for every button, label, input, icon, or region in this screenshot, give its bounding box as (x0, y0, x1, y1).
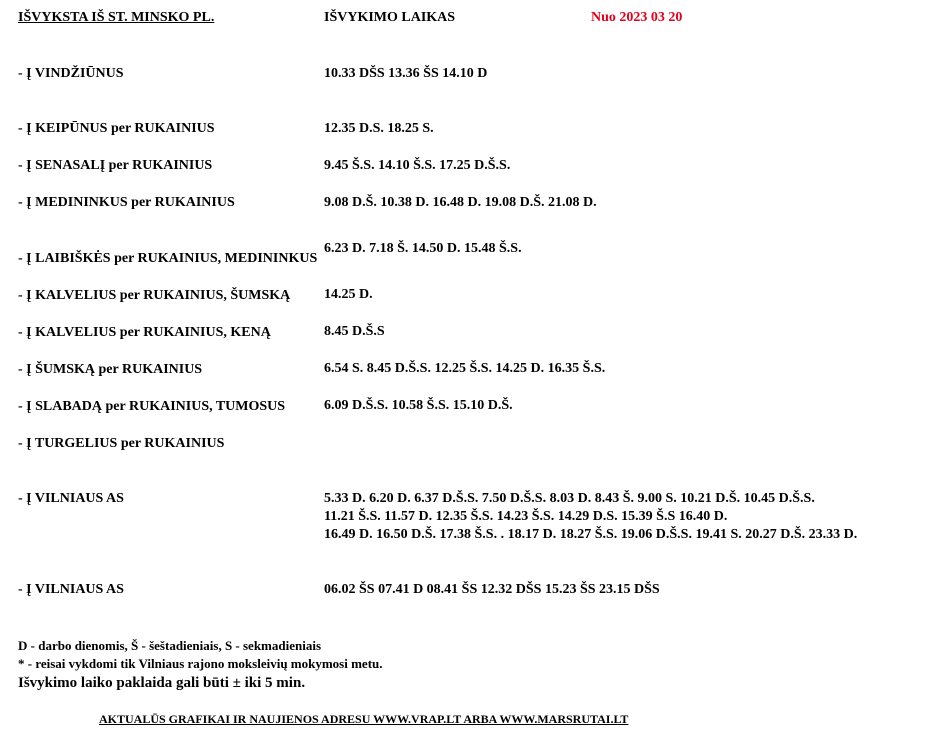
route-destination: - Į KALVELIUS per RUKAINIUS, KENĄ (18, 325, 271, 340)
route-times: 5.33 D. 6.20 D. 6.37 D.Š.S. 7.50 D.Š.S. 8.03 D. 8.43 Š. 9.00 S. 10.21 D.Š. 10.45 D.Š.S. (324, 491, 815, 506)
route-destination: - Į KALVELIUS per RUKAINIUS, ŠUMSKĄ (18, 288, 291, 303)
route-destination: - Į SLABADĄ per RUKAINIUS, TUMOSUS (18, 399, 286, 414)
legend-school-note: * - reisai vykdomi tik Vilniaus rajono moksleivių mokymosi metu. (18, 656, 383, 671)
route-destination: - Į SENASALĮ per RUKAINIUS (18, 158, 213, 173)
legend-days: D - darbo dienomis, Š - šeštadieniais, S - sekmadieniais (18, 638, 322, 653)
departure-heading: IŠVYKSTA IŠ ST. MINSKO PL. (18, 10, 215, 25)
route-destination: - Į MEDININKUS per RUKAINIUS (18, 195, 235, 210)
route-destination: - Į KEIPŪNUS per RUKAINIUS (18, 121, 215, 136)
legend-tolerance: Išvykimo laiko paklaida gali būti ± iki 5 min. (18, 675, 306, 691)
route-times: 16.49 D. 16.50 D.Š. 17.38 Š.S. . 18.17 D. 18.27 Š.S. 19.06 D.Š.S. 19.41 S. 20.27 D.Š. 23.33 D. (324, 527, 858, 542)
route-times: 6.23 D. 7.18 Š. 14.50 D. 15.48 Š.S. (324, 241, 522, 256)
valid-from-date: Nuo 2023 03 20 (591, 10, 683, 25)
route-times: 9.08 D.Š. 10.38 D. 16.48 D. 19.08 D.Š. 21.08 D. (324, 195, 597, 210)
route-times: 14.25 D. (324, 287, 373, 302)
route-times: 10.33 DŠS 13.36 ŠS 14.10 D (324, 66, 488, 81)
departure-time-heading: IŠVYKIMO LAIKAS (324, 10, 456, 25)
route-times: 9.45 Š.S. 14.10 Š.S. 17.25 D.Š.S. (324, 158, 511, 173)
route-times: 11.21 Š.S. 11.57 D. 12.35 Š.S. 14.23 Š.S. 14.29 D.S. 15.39 Š.S 16.40 D. (324, 509, 728, 524)
route-destination: - Į LAIBIŠKĖS per RUKAINIUS, MEDININKUS (18, 251, 318, 266)
route-times: 6.09 D.Š.S. 10.58 Š.S. 15.10 D.Š. (324, 398, 513, 413)
footer-website-note: AKTUALŪS GRAFIKAI IR NAUJIENOS ADRESU WWW.VRAP.LT ARBA WWW.MARSRUTAI.LT (99, 712, 629, 726)
route-destination: - Į VILNIAUS AS (18, 582, 124, 597)
route-destination: - Į VINDŽIŪNUS (18, 66, 124, 81)
route-destination: - Į ŠUMSKĄ per RUKAINIUS (18, 362, 203, 377)
route-times: 06.02 ŠS 07.41 D 08.41 ŠS 12.32 DŠS 15.23 ŠS 23.15 DŠS (324, 582, 660, 597)
route-destination: - Į TURGELIUS per RUKAINIUS (18, 436, 225, 451)
route-times: 8.45 D.Š.S (324, 324, 385, 339)
route-times: 12.35 D.S. 18.25 S. (324, 121, 434, 136)
route-destination: - Į VILNIAUS AS (18, 491, 124, 506)
route-times: 6.54 S. 8.45 D.Š.S. 12.25 Š.S. 14.25 D. 16.35 Š.S. (324, 361, 606, 376)
